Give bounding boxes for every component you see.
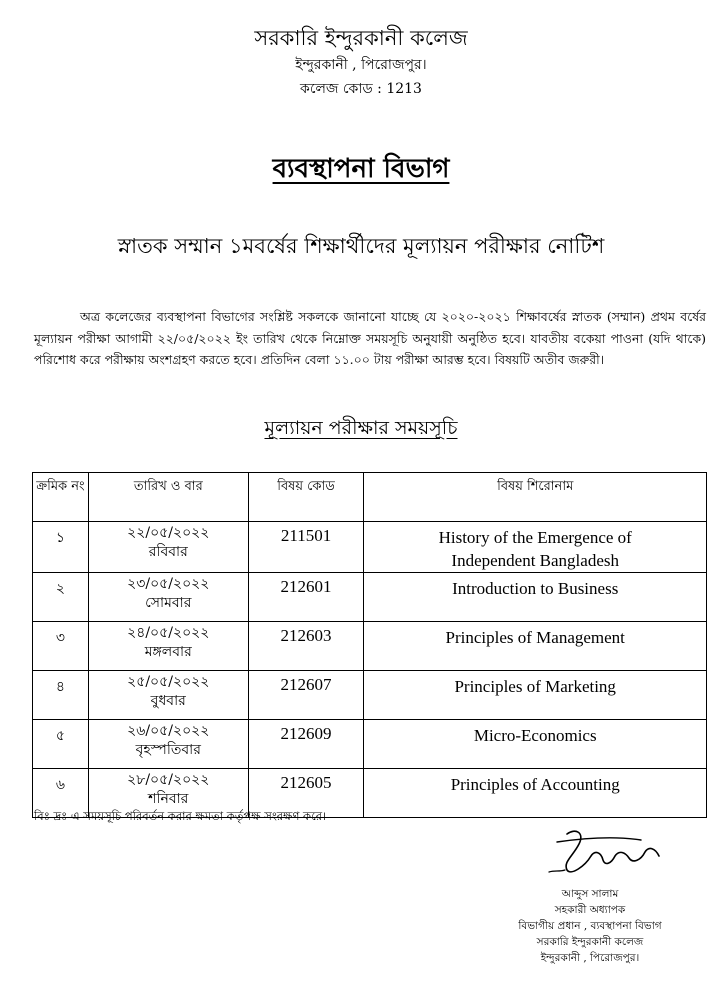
cell-date <box>88 622 248 671</box>
college-address: ইন্দুরকানী , পিরোজপুর। <box>295 57 427 73</box>
notice-body: অত্র কলেজের ব্যবস্থাপনা বিভাগের সংশ্লিষ্ট সকলকে জানানো যাচ্ছে যে ২০২০-২০২১ শিক্ষাবর্ষের স্নাতক (সম্মান) প্রথম বর্ষের মূল্যায়ন পরীক্ষা আগামী ২২/০৫/২০২২ ইং তারিখ থেকে নিম্নোক্ত সময়সূচি অনুযায়ী অনুষ্ঠিত হবে। যাবতীয় বকেয়া পাওনা (যদি থাকে) পরিশোধ করে পরীক্ষায় অংশগ্রহণ করতে হবে। প্রতিদিন বেলা ১১.০০ টায় পরীক্ষা আরম্ভ হবে। বিষয়টি অতীব জরুরী। <box>34 309 706 367</box>
signatory-block <box>470 886 710 966</box>
date-text: ২২/০৫/২০২২ <box>127 525 210 541</box>
table-header-row <box>33 473 707 522</box>
cell-code: 212605 <box>248 769 364 818</box>
cell-date <box>88 720 248 769</box>
college-code: কলেজ কোড : 1213 <box>300 81 422 97</box>
notice-title: স্নাতক সম্মান ১মবর্ষের শিক্ষার্থীদের মূল্যায়ন পরীক্ষার নোটিশ <box>117 234 605 258</box>
day-text: বুধবার <box>150 693 186 709</box>
cell-title: Principles of Management <box>364 622 707 671</box>
cell-serial: ৩ <box>33 622 89 671</box>
header-subject-title: বিষয় শিরোনাম <box>364 473 707 522</box>
department-title-text: ব্যবস্থাপনা বিভাগ <box>272 154 450 184</box>
header-date-day: তারিখ ও বার <box>88 473 248 522</box>
cell-code: 212601 <box>248 573 364 622</box>
table-row <box>33 573 707 622</box>
cell-serial: ৬ <box>33 769 89 818</box>
cell-title: Principles of Marketing <box>364 671 707 720</box>
cell-code: 212603 <box>248 622 364 671</box>
date-text: ২৮/০৫/২০২২ <box>127 772 210 788</box>
cell-serial: ৫ <box>33 720 89 769</box>
footnote: বিঃ দ্রঃ এ সময়সূচি পরিবর্তন করার ক্ষমতা কর্তৃপক্ষ সংরক্ষণ করে। <box>34 809 327 823</box>
day-text: মঙ্গলবার <box>144 644 192 660</box>
signatory-designation: সহকারী অধ্যাপক <box>554 904 626 916</box>
signatory-college: সরকারি ইন্দুরকানী কলেজ <box>536 936 644 948</box>
day-text: রবিবার <box>148 544 188 560</box>
header-serial: ক্রমিক নং <box>33 473 89 522</box>
header-subject-code: বিষয় কোড <box>248 473 364 522</box>
cell-code: 211501 <box>248 522 364 573</box>
signatory-name: আব্দুস সালাম <box>561 888 619 900</box>
cell-serial: ৪ <box>33 671 89 720</box>
day-text: সোমবার <box>145 595 192 611</box>
cell-title: Principles of Accounting <box>364 769 707 818</box>
table-row <box>33 671 707 720</box>
signatory-address: ইন্দুরকানী , পিরোজপুর। <box>540 952 640 964</box>
day-text: বৃহস্পতিবার <box>135 742 201 758</box>
cell-date <box>88 573 248 622</box>
cell-serial: ১ <box>33 522 89 573</box>
schedule-heading <box>0 414 722 446</box>
cell-code: 212607 <box>248 671 364 720</box>
table-row <box>33 522 707 573</box>
cell-date <box>88 671 248 720</box>
date-text: ২৩/০৫/২০২২ <box>127 576 210 592</box>
schedule-table <box>32 472 707 818</box>
cell-title: Introduction to Business <box>364 573 707 622</box>
schedule-heading-text: মূল্যায়ন পরীক্ষার সময়সূচি <box>264 417 458 439</box>
cell-serial: ২ <box>33 573 89 622</box>
college-name: সরকারি ইন্দুরকানী কলেজ <box>254 26 468 50</box>
signatory-role: বিভাগীয় প্রধান , ব্যবস্থাপনা বিভাগ <box>518 920 662 932</box>
date-text: ২৫/০৫/২০২২ <box>127 674 210 690</box>
date-text: ২৪/০৫/২০২২ <box>127 625 210 641</box>
signature-mark <box>545 820 675 878</box>
table-row <box>33 720 707 769</box>
cell-code: 212609 <box>248 720 364 769</box>
cell-date <box>88 522 248 573</box>
department-title <box>0 148 722 192</box>
cell-title: History of the Emergence of Independent Bangladesh <box>364 522 707 573</box>
cell-title: Micro-Economics <box>364 720 707 769</box>
day-text: শনিবার <box>148 791 189 807</box>
date-text: ২৬/০৫/২০২২ <box>127 723 210 739</box>
table-row <box>33 622 707 671</box>
